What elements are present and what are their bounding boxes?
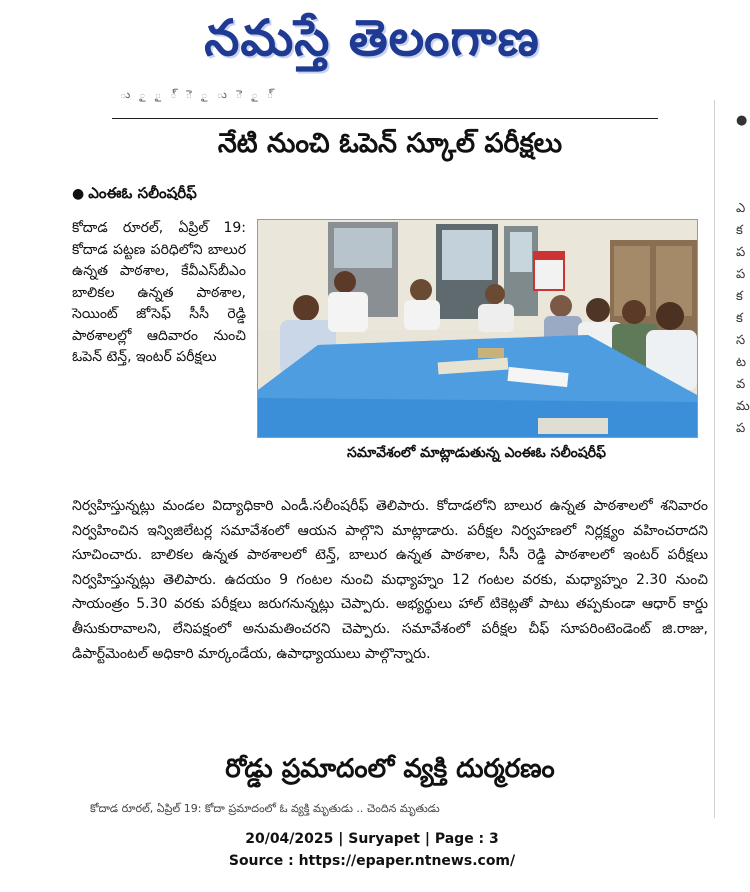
- bullet-icon: ●: [72, 186, 85, 202]
- article-byline: [72, 184, 197, 206]
- column-divider: [714, 100, 715, 818]
- masthead: [0, 0, 744, 88]
- photo-caption: సమావేశంలో మాట్లాడుతున్న ఎంఈఓ సలీంషరీఫ్: [347, 444, 606, 461]
- cropped-text-fragment: ు ౖ ౖ ్ ె ౖ ు ె ౖ ్: [120, 88, 280, 101]
- article-body: నిర్వహిస్తున్నట్లు మండల విద్యాధికారి ఎండీ.సలీంషరీఫ్ తెలిపారు. కోదాడలోని బాలుర ఉన్నత పాఠశాలలో శనివారం నిర్వహించిన ఇన్విజిలేటర్ల సమావేశంలో ఆయన పాల్గొని మాట్లాడారు. పరీక్షల నిర్వహణలో నిర్లక్ష్యం వహించరాదని సూచించారు. బాలికల ఉన్నత పాఠశాలలో టెన్త్, బాలుర ఉన్నత పాఠశాల, సీసీ రెడ్డి పాఠశాలలో ఇంటర్ పరీక్షలు నిర్వహిస్తున్నట్లు తెలిపారు. ఉదయం 9 గంటల నుంచి మధ్యాహ్నం 12 గంటల వరకు, మధ్యాహ్నం 2.30 నుంచి సాయంత్రం 5.30 వరకు పరీక్షలు జరుగనున్నట్లు చెప్పారు. అభ్యర్థులు హాల్ టికెట్లతో పాటు తప్పకుండా ఆధార్ కార్డు తీసుకురావాలని, లేనిపక్షంలో అనుమతించరని చెప్పారు. సమావేశంలో పరీక్షల చీఫ్ సూపరింటెండెంట్ జి.రాజు, డిపార్ట్‌మెంటల్ అధికారి మార్కండేయ, ఉపాధ్యాయులు పాల్గొన్నారు.: [72, 498, 708, 662]
- article-photo: [257, 219, 698, 438]
- page-footer: [0, 828, 744, 872]
- top-rule: [112, 118, 658, 119]
- footer-source: Source : https://epaper.ntnews.com/: [228, 853, 516, 869]
- cropped-text-fragment-bottom: కోదాడ రూరల్, ఏప్రిల్ 19: కోదా ప్రమాదంలో ఓ వ్యక్తి మృతుడు .. చెందిన మృతుడు: [90, 802, 440, 815]
- adjacent-column-fragment: ● ఎ క ప ప క క స ట వ మ ప: [736, 113, 750, 436]
- byline-text: ఎంఈఓ సలీంషరీఫ్: [88, 184, 197, 202]
- footer-date-edition: 20/04/2025 | Suryapet | Page : 3: [245, 831, 499, 847]
- meeting-photo-illustration: [258, 220, 697, 437]
- masthead-title: నమస్తే తెలంగాణ: [204, 8, 540, 67]
- article-headline: నేటి నుంచి ఓపెన్ స్కూల్ పరీక్షలు: [217, 128, 563, 159]
- article-body-intro: కోదాడ రూరల్, ఏప్రిల్ 19: కోదాడ పట్టణ పరిధిలోని బాలుర ఉన్నత పాఠశాల, కేవీఎస్‌బీఎం బాలికల ఉన్నత పాఠశాల, సెయింట్ జోసెఫ్ సీసీ రెడ్డి పాఠశాలల్లో ఆదివారం నుంచి ఓపెన్ టెన్త్, ఇంటర్ పరీక్షలు: [72, 220, 246, 365]
- second-article-headline: రోడ్డు ప్రమాదంలో వ్యక్తి దుర్మరణం: [225, 754, 555, 784]
